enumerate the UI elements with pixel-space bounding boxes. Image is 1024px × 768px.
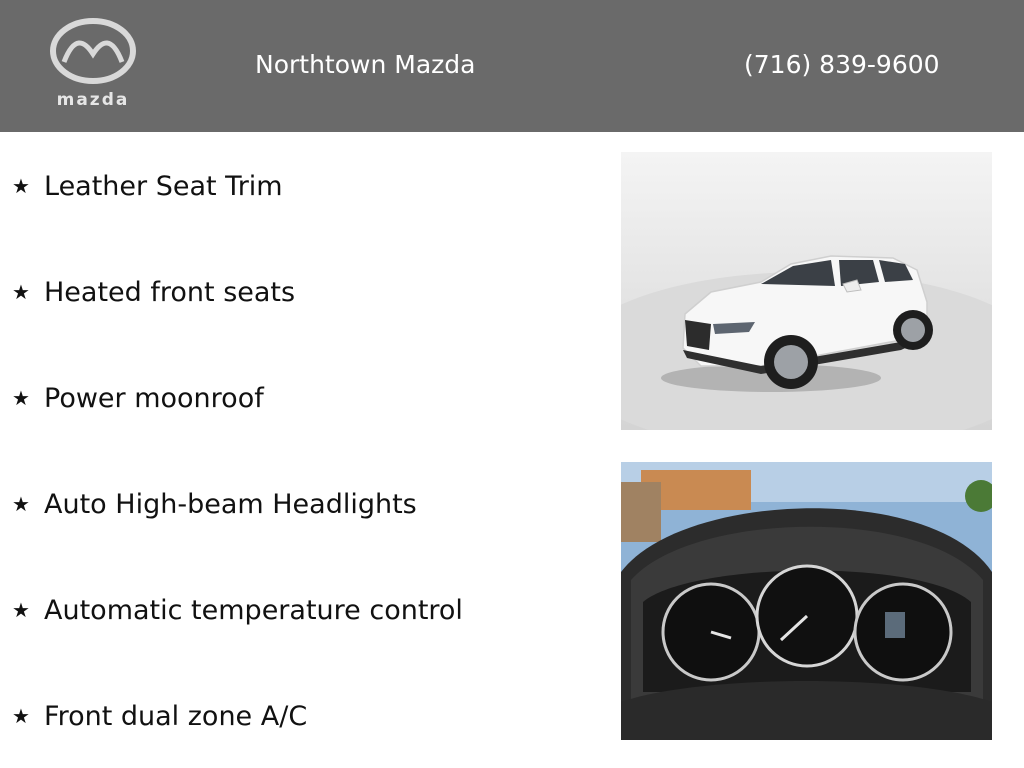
feature-item (12, 484, 417, 524)
feature-label: Auto High-beam Headlights (44, 488, 417, 520)
vehicle-exterior-photo[interactable] (621, 152, 992, 430)
feature-label: Heated front seats (44, 276, 296, 308)
feature-label: Automatic temperature control (44, 594, 463, 626)
star-icon: ★ (12, 280, 30, 304)
phone-number[interactable]: (716) 839-9600 (744, 50, 940, 79)
star-icon: ★ (12, 386, 30, 410)
star-icon: ★ (12, 174, 30, 198)
feature-label: Front dual zone A/C (44, 700, 308, 732)
mazda-wordmark: mazda (56, 90, 130, 110)
instrument-cluster-photo[interactable] (621, 462, 992, 740)
feature-item (12, 590, 463, 630)
feature-label: Leather Seat Trim (44, 170, 283, 202)
feature-item (12, 378, 264, 418)
dealer-name: Northtown Mazda (255, 50, 476, 79)
feature-item (12, 272, 295, 312)
feature-label: Power moonroof (44, 382, 264, 414)
feature-item (12, 696, 307, 736)
star-icon: ★ (12, 704, 30, 728)
mazda-logo[interactable] (40, 18, 146, 114)
star-icon: ★ (12, 492, 30, 516)
mazda-emblem-icon (40, 18, 146, 90)
dealer-header (0, 0, 1024, 132)
star-icon: ★ (12, 598, 30, 622)
feature-item (12, 166, 283, 206)
